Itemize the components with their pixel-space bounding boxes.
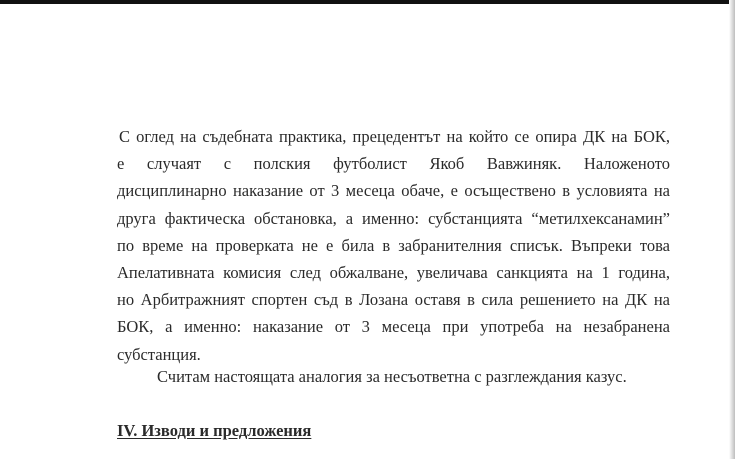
paragraph-line: субстанция. bbox=[117, 344, 201, 364]
paragraph-line: друга фактическа обстановка, а именно: субстанцията “метилхексанамин” bbox=[117, 208, 670, 228]
scan-top-edge bbox=[0, 0, 735, 4]
scan-right-edge bbox=[729, 0, 735, 459]
paragraph-line: Апелативната комисия след обжалване, увеличава санкцията на 1 година, bbox=[117, 263, 670, 283]
section-heading: IV. Изводи и предложения bbox=[117, 421, 312, 440]
paragraph-precedent bbox=[117, 123, 670, 368]
document-body bbox=[117, 123, 670, 368]
paragraph-line: е случаят с полския футболист Якоб Вавжиняк. Наложеното bbox=[117, 154, 670, 174]
paragraph-line: дисциплинарно наказание от 3 месеца обаче, е осъществено в условията на bbox=[117, 181, 670, 201]
paragraph-line: С оглед на съдебната практика, прецедентът на който се опира ДК на БОК, bbox=[119, 127, 670, 146]
paragraph-line: но Арбитражният спортен съд в Лозана оставя в сила решението на ДК на bbox=[117, 290, 670, 310]
paragraph-conclusion: Считам настоящата аналогия за несъответна с разглеждания казус. bbox=[157, 367, 627, 386]
paragraph-line: по време на проверката не е била в забранителния списък. Въпреки това bbox=[117, 235, 670, 255]
paragraph-line: БОК, а именно: наказание от 3 месеца при употреба на незабранена bbox=[117, 317, 670, 337]
